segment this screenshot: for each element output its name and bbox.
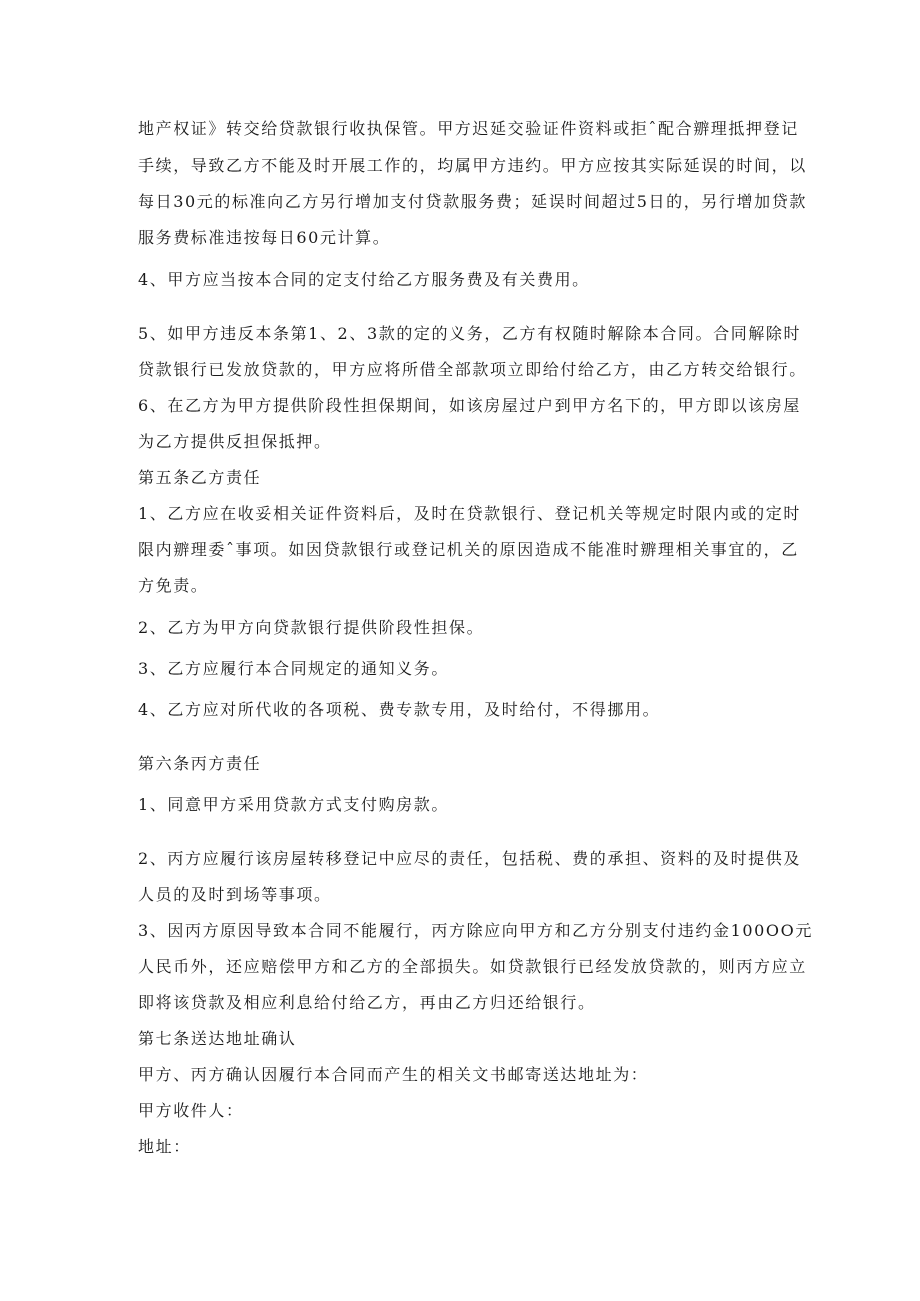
text-line: 限内辧理委ˆ事项。如因贷款银行或登记机关的原因造成不能准时辧理相关事宜的，乙 — [138, 540, 799, 559]
text-line: 地产权证》转交给贷款银行收执保管。甲方迟延交验证件资料或拒ˆ配合辧理抵押登记 — [138, 119, 799, 138]
text-line: 即将该贷款及相应利息给付给乙方，再由乙方归还给银行。 — [138, 993, 596, 1012]
section-heading: 第六条丙方责任 — [138, 754, 262, 773]
text-line: 手续，导致乙方不能及时开展工作的，均属甲方违约。甲方应按其实际延误的时间，以 — [138, 156, 807, 175]
text-line: 为乙方提供反担保抵押。 — [138, 432, 332, 451]
text-line: 贷款银行已发放贷款的，甲方应将所借全部款项立即给付给乙方，由乙方转交给银行。 — [138, 360, 807, 379]
text-line: 方免责。 — [138, 576, 209, 595]
field-label-address: 地址： — [138, 1137, 191, 1156]
text-line: 2、乙方为甲方向贷款银行提供阶段性担保。 — [138, 618, 485, 637]
field-label-recipient: 甲方收件人： — [138, 1101, 244, 1120]
text-line: 3、乙方应履行本合同规定的通知义务。 — [138, 659, 449, 678]
text-line: 服务费标准违按每日60元计算。 — [138, 228, 391, 247]
text-line: 2、丙方应履行该房屋转移登记中应尽的责任，包括税、费的承担、资料的及时提供及 — [138, 849, 801, 868]
text-line: 人民币外，还应赔偿甲方和乙方的全部损失。如贷款银行已经发放贷款的，则丙方应立 — [138, 957, 807, 976]
text-line: 1、乙方应在收妥相关证件资料后，及时在贷款银行、登记机关等规定时限内或的定时 — [138, 504, 801, 523]
text-line: 4、乙方应对所代收的各项税、费专款专用，及时给付，不得挪用。 — [138, 700, 661, 719]
section-heading: 第七条送达地址确认 — [138, 1029, 297, 1048]
text-line: 5、如甲方违反本条第1、2、3款的定的义务，乙方有权随时解除本合同。合同解除时 — [138, 324, 802, 343]
text-line: 甲方、丙方确认因履行本合同而产生的相关文书邮寄送达地址为： — [138, 1065, 649, 1084]
text-line: 6、在乙方为甲方提供阶段性担保期间，如该房屋过户到甲方名下的，甲方即以该房屋 — [138, 396, 801, 415]
text-line: 3、因丙方原因导致本合同不能履行，丙方除应向甲方和乙方分别支付违约金100OO元 — [138, 921, 813, 940]
text-line: 每日30元的标准向乙方另行增加支付贷款服务费；延误时间超过5日的，另行增加贷款 — [138, 192, 807, 211]
text-line: 4、甲方应当按本合同的定支付给乙方服务费及有关费用。 — [138, 270, 590, 289]
text-line: 1、同意甲方采用贷款方式支付购房款。 — [138, 795, 449, 814]
text-line: 人员的及时到场等事项。 — [138, 885, 332, 904]
section-heading: 第五条乙方责任 — [138, 468, 262, 487]
